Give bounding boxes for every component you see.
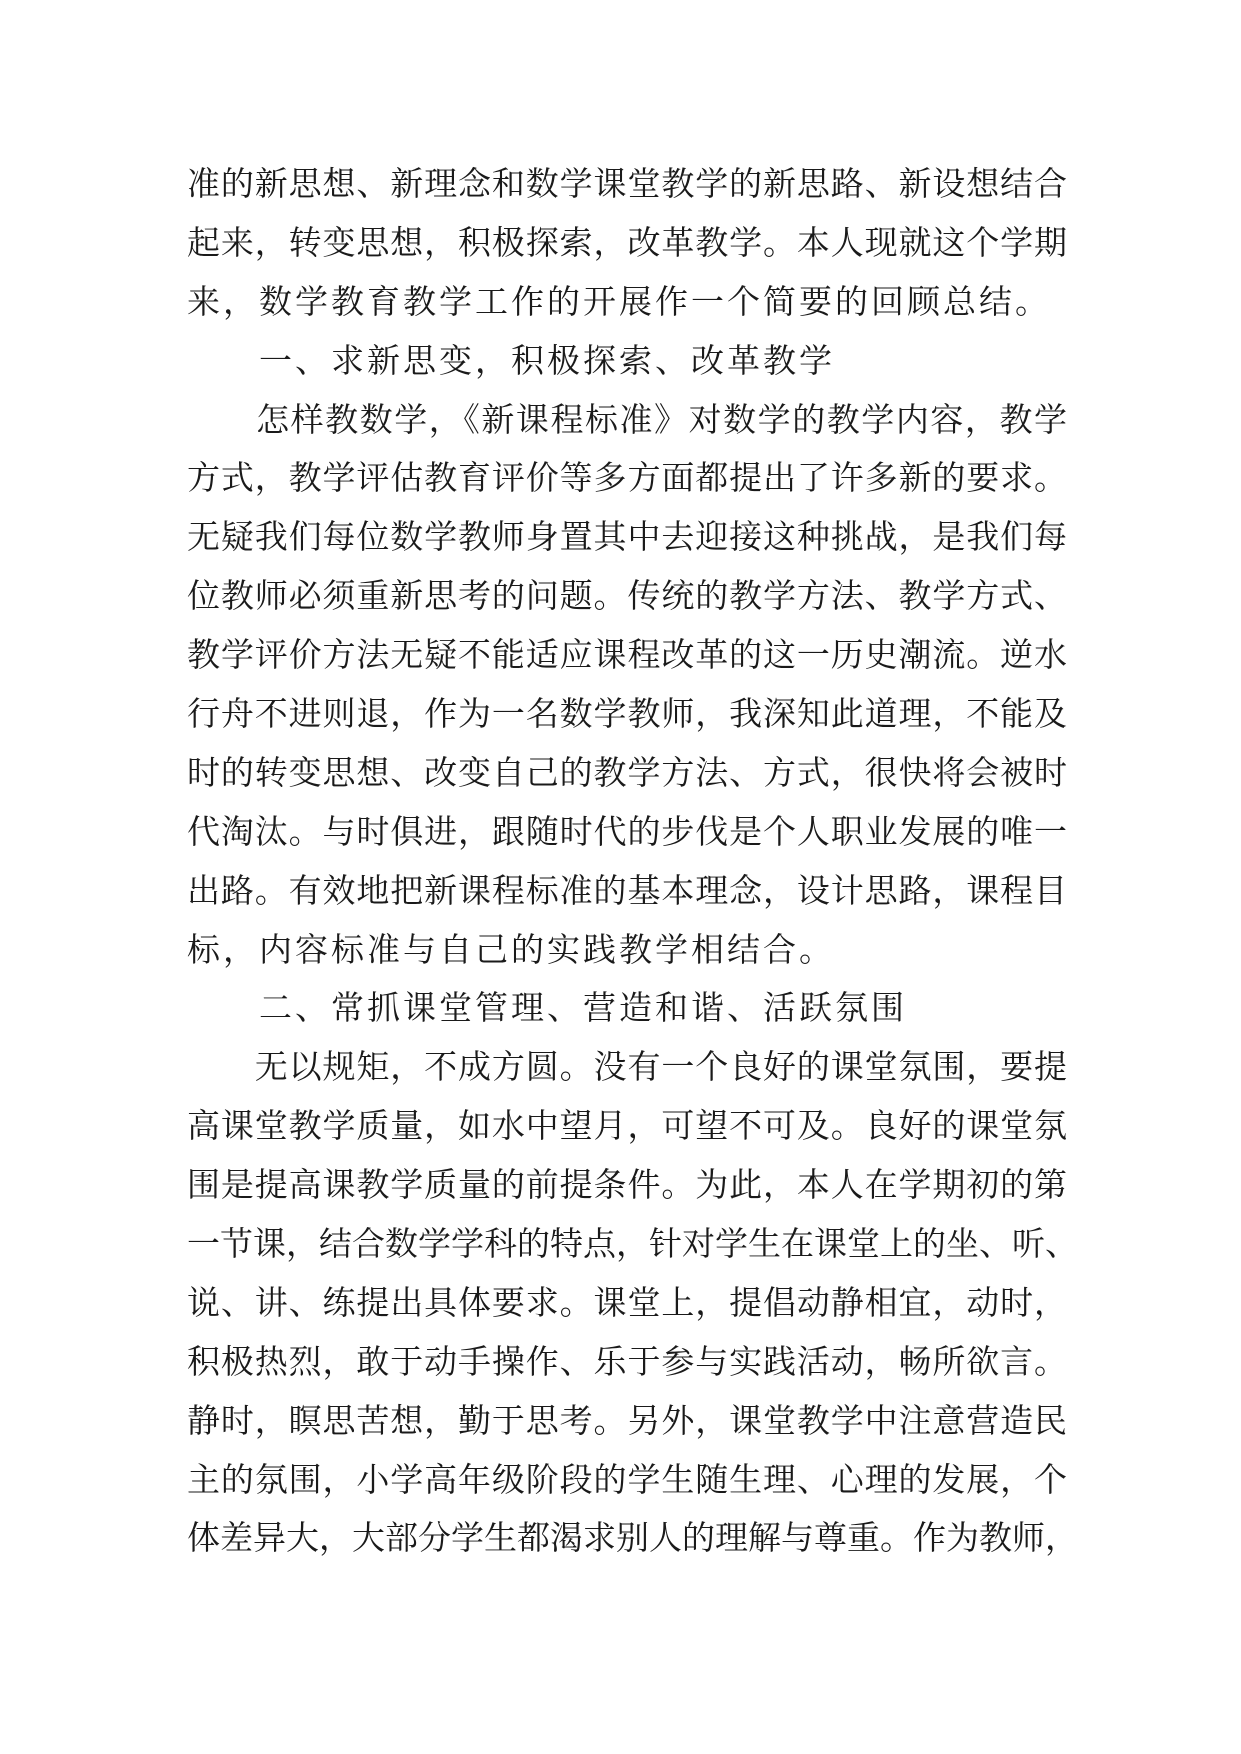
text-line: 起来，转变思想，积极探索，改革教学。本人现就这个学期 (187, 222, 1067, 262)
text-line: 代淘汰。与时俱进，跟随时代的步伐是个人职业发展的唯一 (187, 811, 1067, 851)
text-line: 一节课，结合数学学科的特点，针对学生在课堂上的坐、听、 (187, 1224, 1078, 1264)
text-line: 来，数学教育教学工作的开展作一个简要的回顾总结。 (187, 281, 1051, 321)
text-line: 积极热烈，敢于动手操作、乐于参与实践活动，畅所欲言。 (187, 1341, 1067, 1381)
text-line: 位教师必须重新思考的问题。传统的教学方法、教学方式、 (187, 576, 1067, 616)
text-line: 怎样教数学，《新课程标准》对数学的教学内容，教学 (187, 399, 1067, 439)
text-line: 标，内容标准与自己的实践教学相结合。 (187, 929, 835, 969)
text-line: 出路。有效地把新课程标准的基本理念，设计思路，课程目 (187, 870, 1067, 910)
text-line: 方式，教学评估教育评价等多方面都提出了许多新的要求。 (187, 458, 1067, 498)
section-heading: 一、求新思变，积极探索、改革教学 (187, 340, 835, 380)
text-line: 围是提高课教学质量的前提条件。为此，本人在学期初的第 (187, 1165, 1067, 1205)
text-line: 说、讲、练提出具体要求。课堂上，提倡动静相宜，动时， (187, 1282, 1067, 1322)
text-line: 行舟不进则退，作为一名数学教师，我深知此道理，不能及 (187, 694, 1067, 734)
text-line: 教学评价方法无疑不能适应课程改革的这一历史潮流。逆水 (187, 635, 1067, 675)
text-line: 体差异大，大部分学生都渴求别人的理解与尊重。作为教师， (187, 1518, 1078, 1558)
text-line: 准的新思想、新理念和数学课堂教学的新思路、新设想结合 (187, 164, 1067, 203)
section-heading: 二、常抓课堂管理、营造和谐、活跃氛围 (187, 988, 907, 1028)
text-line: 高课堂教学质量，如水中望月，可望不可及。良好的课堂氛 (187, 1106, 1067, 1146)
body-text (187, 155, 1078, 1568)
text-line: 静时，瞑思苦想，勤于思考。另外，课堂教学中注意营造民 (187, 1400, 1067, 1440)
text-line: 主的氛围，小学高年级阶段的学生随生理、心理的发展，个 (187, 1459, 1067, 1499)
text-line: 无疑我们每位数学教师身置其中去迎接这种挑战，是我们每 (187, 517, 1067, 557)
text-line: 无以规矩，不成方圆。没有一个良好的课堂氛围，要提 (187, 1047, 1067, 1087)
text-line: 时的转变思想、改变自己的教学方法、方式，很快将会被时 (187, 752, 1067, 792)
